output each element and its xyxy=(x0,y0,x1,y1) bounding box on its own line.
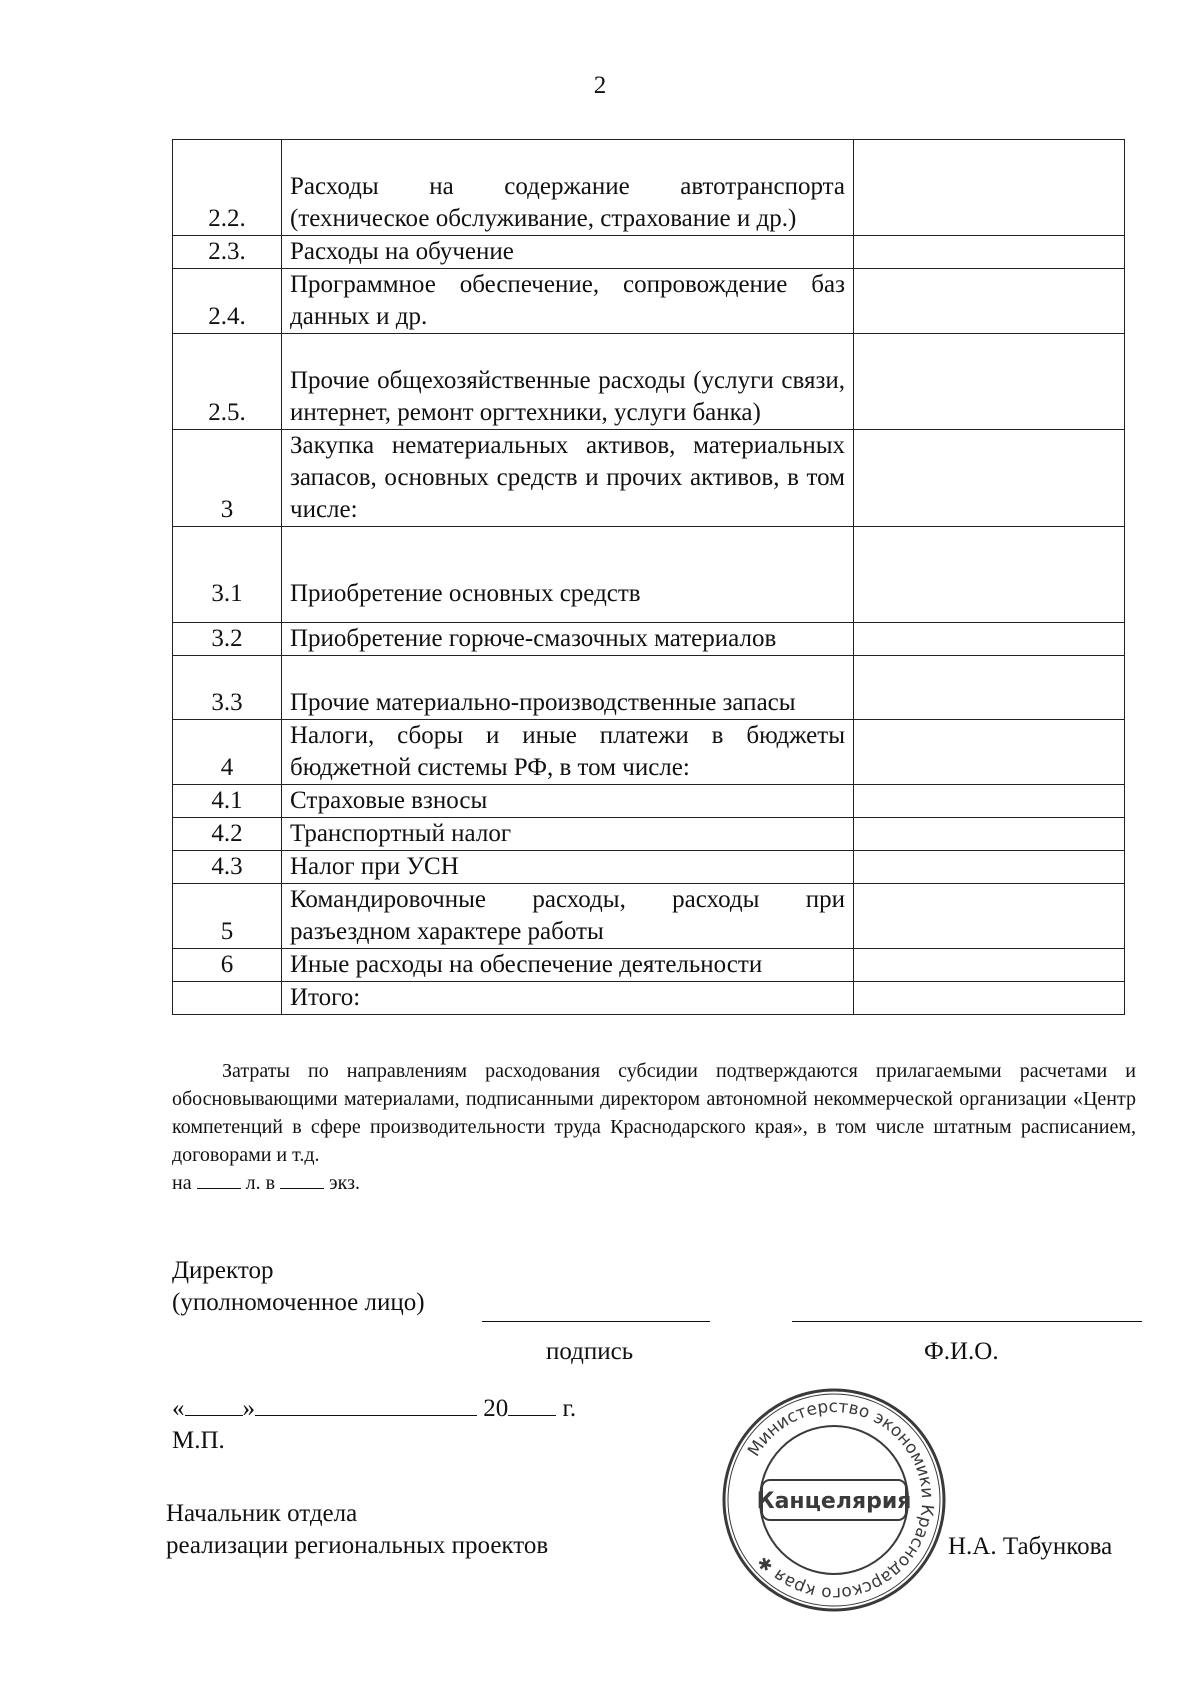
row-number: 6 xyxy=(173,949,282,982)
row-number: 3.1 xyxy=(173,527,282,623)
approver-title xyxy=(166,1498,548,1562)
row-number: 2.2. xyxy=(173,140,282,236)
table-row xyxy=(173,140,1125,236)
row-name: Налоги, сборы и иные платежи в бюджеты бюджетной системы РФ, в том числе: xyxy=(282,720,854,785)
signature-line xyxy=(482,1321,710,1322)
director-role xyxy=(172,1255,425,1319)
row-value xyxy=(854,430,1125,527)
fio-caption: Ф.И.О. xyxy=(924,1338,999,1365)
row-name: Расходы на обучение xyxy=(282,236,854,269)
office-stamp xyxy=(718,1384,950,1616)
table-row xyxy=(173,527,1125,623)
role-line-2: (уполномоченное лицо) xyxy=(172,1289,425,1316)
row-name: Приобретение основных средств xyxy=(282,527,854,623)
table-row xyxy=(173,656,1125,720)
row-name: Приобретение горюче-смазочных материалов xyxy=(282,623,854,656)
row-name: Расходы на содержание автотранспорта (техническое обслуживание, страхование и др.) xyxy=(282,140,854,236)
table-row xyxy=(173,430,1125,527)
row-value xyxy=(854,140,1125,236)
table-row xyxy=(173,720,1125,785)
row-value xyxy=(854,982,1125,1015)
row-name: Транспортный налог xyxy=(282,818,854,851)
day-blank xyxy=(185,1393,243,1416)
row-number: 4.3 xyxy=(173,851,282,884)
table-row xyxy=(173,236,1125,269)
row-number: 3.3 xyxy=(173,656,282,720)
sheets-mid: л. в xyxy=(245,1172,276,1194)
row-number: 4 xyxy=(173,720,282,785)
approver-name: Н.А. Табункова xyxy=(948,1533,1113,1560)
row-value xyxy=(854,527,1125,623)
row-value xyxy=(854,623,1125,656)
row-name: Прочие материально-производственные запасы xyxy=(282,656,854,720)
row-number: 5 xyxy=(173,884,282,949)
row-name: Итого: xyxy=(282,982,854,1015)
date-line xyxy=(172,1393,576,1457)
row-value xyxy=(854,851,1125,884)
date-close-quote: » xyxy=(242,1395,255,1422)
row-number: 2.4. xyxy=(173,269,282,334)
table-row xyxy=(173,334,1125,430)
row-value xyxy=(854,334,1125,430)
row-number: 2.5. xyxy=(173,334,282,430)
row-value xyxy=(854,785,1125,818)
row-value xyxy=(854,656,1125,720)
table-row xyxy=(173,785,1125,818)
row-name: Налог при УСН xyxy=(282,851,854,884)
budget-table xyxy=(172,139,1125,1015)
year-blank xyxy=(508,1393,556,1416)
stamp-center-text: Канцелярия xyxy=(756,1489,912,1514)
table-row xyxy=(173,623,1125,656)
row-number: 2.3. xyxy=(173,236,282,269)
sheets-suffix: экз. xyxy=(329,1172,360,1194)
row-name: Командировочные расходы, расходы при разъездном характере работы xyxy=(282,884,854,949)
row-value xyxy=(854,269,1125,334)
table-row xyxy=(173,269,1125,334)
table-row xyxy=(173,884,1125,949)
sheets-prefix: на xyxy=(172,1172,192,1194)
table-row xyxy=(173,949,1125,982)
row-number: 4.1 xyxy=(173,785,282,818)
row-number: 3.2 xyxy=(173,623,282,656)
supporting-documents-note xyxy=(172,1057,1136,1197)
role-line-1: Директор xyxy=(172,1257,274,1284)
row-number xyxy=(173,982,282,1015)
approver-title-line-2: реализации региональных проектов xyxy=(166,1532,549,1559)
date-open-quote: « xyxy=(172,1395,185,1422)
row-value xyxy=(854,884,1125,949)
row-number: 3 xyxy=(173,430,282,527)
row-value xyxy=(854,720,1125,785)
table-row xyxy=(173,982,1125,1015)
row-value xyxy=(854,949,1125,982)
seal-place: М.П. xyxy=(172,1427,225,1454)
row-value xyxy=(854,818,1125,851)
table-row xyxy=(173,818,1125,851)
row-name: Страховые взносы xyxy=(282,785,854,818)
fio-line xyxy=(792,1321,1142,1322)
year-prefix: 20 xyxy=(483,1395,509,1422)
stamp-ring-text: Министерство экономики Краснодарского края ✱ xyxy=(744,1396,938,1604)
row-name: Иные расходы на обеспечение деятельности xyxy=(282,949,854,982)
table-row xyxy=(173,851,1125,884)
sheets-count-blank xyxy=(197,1170,241,1189)
approver-title-line-1: Начальник отдела xyxy=(166,1500,358,1527)
copies-count-blank xyxy=(280,1170,324,1189)
row-number: 4.2 xyxy=(173,818,282,851)
row-name: Программное обеспечение, сопровождение баз данных и др. xyxy=(282,269,854,334)
month-blank xyxy=(255,1393,477,1416)
sign-caption: подпись xyxy=(546,1338,634,1365)
year-suffix: г. xyxy=(562,1395,577,1422)
note-text: Затраты по направлениям расходования субсидии подтверждаются прилагаемыми расчетами и обосновывающими материалами, подписанными директором автономной некоммерческой организации «Центр компетенций в сфере производительности труда Краснодарского края», в том числе штатным расписанием, договорами и т.д. xyxy=(172,1060,1136,1166)
row-name: Прочие общехозяйственные расходы (услуги связи, интернет, ремонт оргтехники, услуги банка) xyxy=(282,334,854,430)
row-name: Закупка нематериальных активов, материальных запасов, основных средств и прочих активов, в том числе: xyxy=(282,430,854,527)
page-number: 2 xyxy=(593,72,607,99)
row-value xyxy=(854,236,1125,269)
